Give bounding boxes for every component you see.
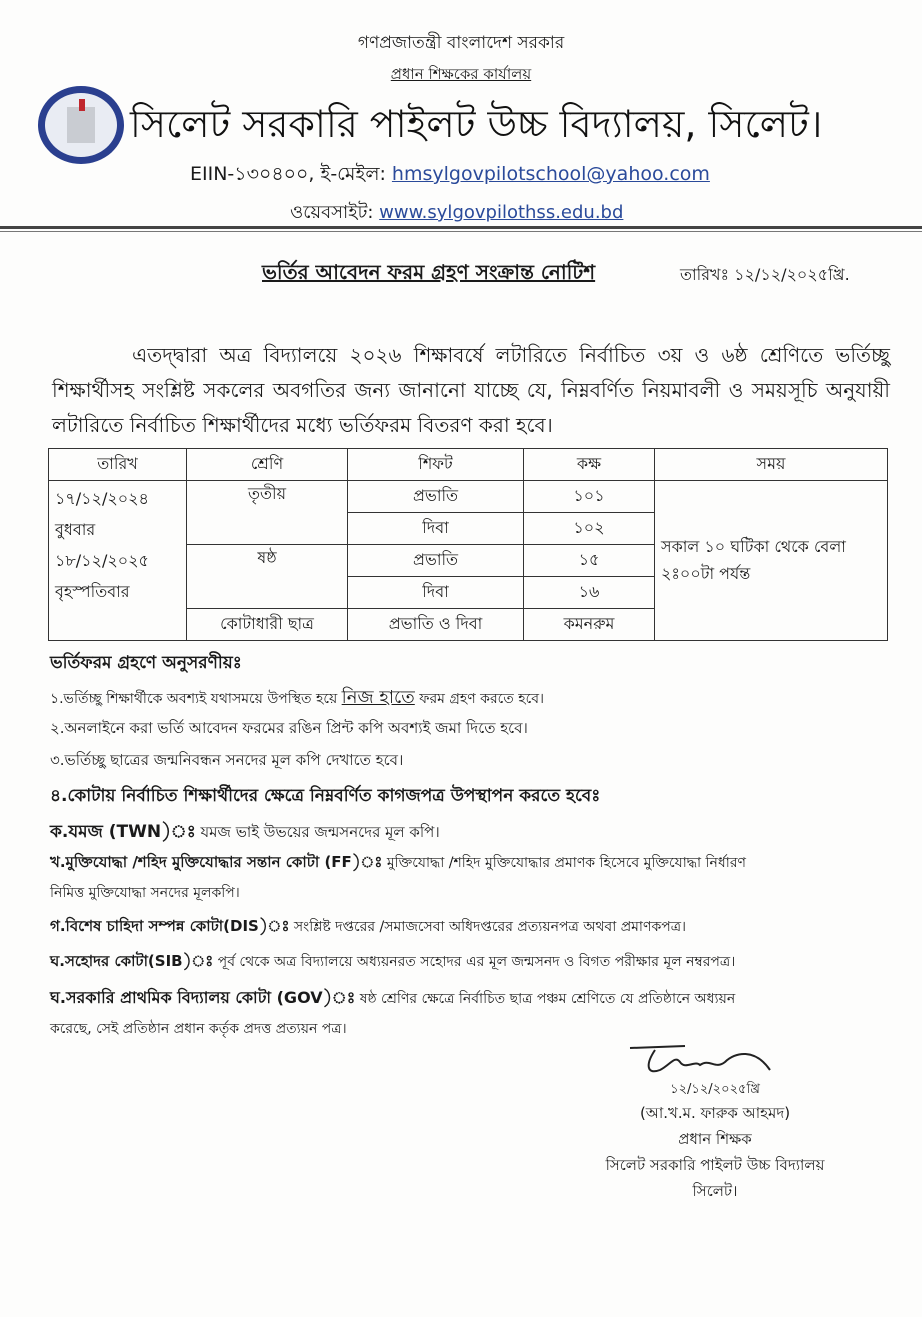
time-cell: সকাল ১০ ঘটিকা থেকে বেলা ২ঃ০০টা পর্যন্ত: [655, 481, 888, 641]
eiin: EIIN-১৩০৪০০, ই-মেইল:: [190, 163, 392, 185]
table-row: [49, 481, 888, 513]
quota-gov: [50, 985, 735, 1012]
instructions-heading: ভর্তিফরম গ্রহণে অনুসরণীয়ঃ: [50, 653, 242, 673]
quota-text: যমজ ভাই উভয়ের জন্মসনদের মূল কপি।: [195, 823, 440, 841]
signatory-designation: প্রধান শিক্ষক: [678, 1130, 752, 1148]
quota-text: পূর্ব থেকে অত্র বিদ্যালয়ে অধ্যয়নরত সহোদর এর মূল জন্মসনদ ও বিগত পরীক্ষার মূল নম্বরপত্র।: [213, 954, 736, 970]
notice-title: ভর্তির আবেদন ফরম গ্রহণ সংক্রান্ত নোটিশ: [262, 260, 596, 284]
quota-text: মুক্তিযোদ্ধা /শহিদ মুক্তিযোদ্ধার প্রমাণক হিসেবে মুক্তিযোদ্ধা নির্ধারণ: [382, 855, 746, 871]
quota-dis: [50, 915, 686, 940]
instruction-3: ৩.ভর্তিচ্ছু ছাত্রের জন্মনিবন্ধন সনদের মূল কপি দেখাতে হবে।: [50, 751, 404, 769]
col-class: শ্রেণি: [187, 449, 348, 481]
room-cell: ১৫: [524, 545, 655, 577]
contact-line: [190, 160, 710, 192]
school-name: সিলেট সরকারি পাইলট উচ্চ বিদ্যালয়, সিলেট।: [130, 102, 823, 146]
col-shift: শিফট: [348, 449, 524, 481]
room-cell: ১০১: [524, 481, 655, 513]
website-link[interactable]: www.sylgovpilothss.edu.bd: [379, 202, 624, 223]
room-cell: কমনরুম: [524, 609, 655, 641]
signatory-school: সিলেট সরকারি পাইলট উচ্চ বিদ্যালয়: [605, 1156, 825, 1174]
notice-date: তারিখঃ ১২/১২/২০২৫খ্রি.: [680, 265, 850, 284]
website-label: ওয়েবসাইট:: [290, 202, 380, 223]
quota-sib: [50, 950, 735, 975]
instruction-1-b: ফরম গ্রহণ করতে হবে।: [414, 691, 545, 707]
signatory-city: সিলেট।: [692, 1182, 738, 1200]
instruction-4: ৪.কোটায় নির্বাচিত শিক্ষার্থীদের ক্ষেত্রে নিম্নবর্ণিত কাগজপত্র উপস্থাপন করতে হবেঃ: [50, 786, 601, 806]
quota-label: ঘ.সহোদর কোটা(SIB)ঃ: [50, 952, 214, 970]
room-cell: ১৬: [524, 577, 655, 609]
class-cell: ষষ্ঠ: [187, 545, 348, 609]
instruction-1-a: ১.ভর্তিচ্ছু শিক্ষার্থীকে অবশ্যই যথাসময়ে উপস্থিত হয়ে: [50, 691, 342, 707]
shift-cell: প্রভাতি: [348, 545, 524, 577]
shift-cell: দিবা: [348, 577, 524, 609]
quota-label: গ.বিশেষ চাহিদা সম্পন্ন কোটা(DIS)ঃ: [50, 917, 290, 935]
class-cell: তৃতীয়: [187, 481, 348, 545]
govt-line: গণপ্রজাতন্ত্রী বাংলাদেশ সরকার: [357, 33, 565, 53]
quota-text: ষষ্ঠ শ্রেণির ক্ষেত্রে নির্বাচিত ছাত্র পঞ্চম শ্রেণিতে যে প্রতিষ্ঠানে অধ্যয়ন: [355, 991, 736, 1007]
header-divider-thin: [0, 231, 922, 232]
quota-text: সংশ্লিষ্ট দপ্তরের /সমাজসেবা অধিদপ্তরের প্রত্যয়নপত্র অথবা প্রমাণকপত্র।: [289, 919, 687, 935]
quota-label: খ.মুক্তিযোদ্ধা /শহিদ মুক্তিযোদ্ধার সন্তান কোটা (FF)ঃ: [50, 853, 383, 871]
school-logo: [38, 86, 124, 164]
signature-date: ১২/১২/২০২৫খ্রি: [670, 1082, 760, 1097]
date-2: ১৮/১২/২০২৫: [55, 551, 149, 570]
shift-cell: প্রভাতি: [348, 481, 524, 513]
header-divider: [0, 226, 922, 229]
quota-twn: [50, 819, 440, 847]
schedule-table: [48, 448, 888, 641]
email-link[interactable]: hmsylgovpilotschool@yahoo.com: [391, 163, 710, 185]
instruction-2: ২.অনলাইনে করা ভর্তি আবেদন ফরমের রঙিন প্রিন্ট কপি অবশ্যই জমা দিতে হবে।: [50, 719, 528, 737]
room-cell: ১০২: [524, 513, 655, 545]
quota-ff-cont: নিমিত্ত মুক্তিযোদ্ধা সনদের মূলকপি।: [50, 885, 240, 901]
website-line: [290, 198, 623, 229]
signatory-name: (আ.খ.ম. ফারুক আহমদ): [639, 1104, 791, 1122]
instruction-1: [50, 683, 544, 714]
signature-image: [625, 1040, 775, 1080]
table-header-row: [49, 449, 888, 481]
shift-cell: দিবা: [348, 513, 524, 545]
date-1: ১৭/১২/২০২৪: [55, 489, 149, 508]
quota-label: ক.যমজ (TWN)ঃ: [50, 822, 196, 842]
col-time: সময়: [655, 449, 888, 481]
shift-cell: প্রভাতি ও দিবা: [348, 609, 524, 641]
instruction-1-emphasis: নিজ হাতে: [341, 687, 415, 708]
quota-gov-cont: করেছে, সেই প্রতিষ্ঠান প্রধান কর্তৃক প্রদত্ত প্রত্যয়ন পত্র।: [50, 1021, 347, 1037]
office-line: [0, 63, 922, 88]
day-1: বুধবার: [55, 520, 96, 539]
day-2: বৃহস্পতিবার: [55, 582, 130, 601]
office-text: প্রধান শিক্ষকের কার্যালয়: [390, 65, 532, 83]
class-cell: কোটাধারী ছাত্র: [187, 609, 348, 641]
notice-body: এতদ্দ্বারা অত্র বিদ্যালয়ে ২০২৬ শিক্ষাবর্ষে লটারিতে নির্বাচিত ৩য় ও ৬ষ্ঠ শ্রেণিতে ভর্তিচ্ছু শিক্ষার্থীসহ সংশ্লিষ্ট সকলের অবগতির জন্য জানানো যাচ্ছে যে, নিম্নবর্ণিত নিয়মাবলী ও সময়সূচি অনুযায়ী লটারিতে নির্বাচিত শিক্ষার্থীদের মধ্যে ভর্তিফরম বিতরণ করা হবে।: [52, 343, 890, 437]
quota-label: ঘ.সরকারি প্রাথমিক বিদ্যালয় কোটা (GOV)ঃ: [50, 988, 356, 1007]
col-date: তারিখ: [49, 449, 187, 481]
quota-ff: [50, 851, 746, 876]
dates-cell: [49, 481, 187, 641]
col-room: কক্ষ: [524, 449, 655, 481]
